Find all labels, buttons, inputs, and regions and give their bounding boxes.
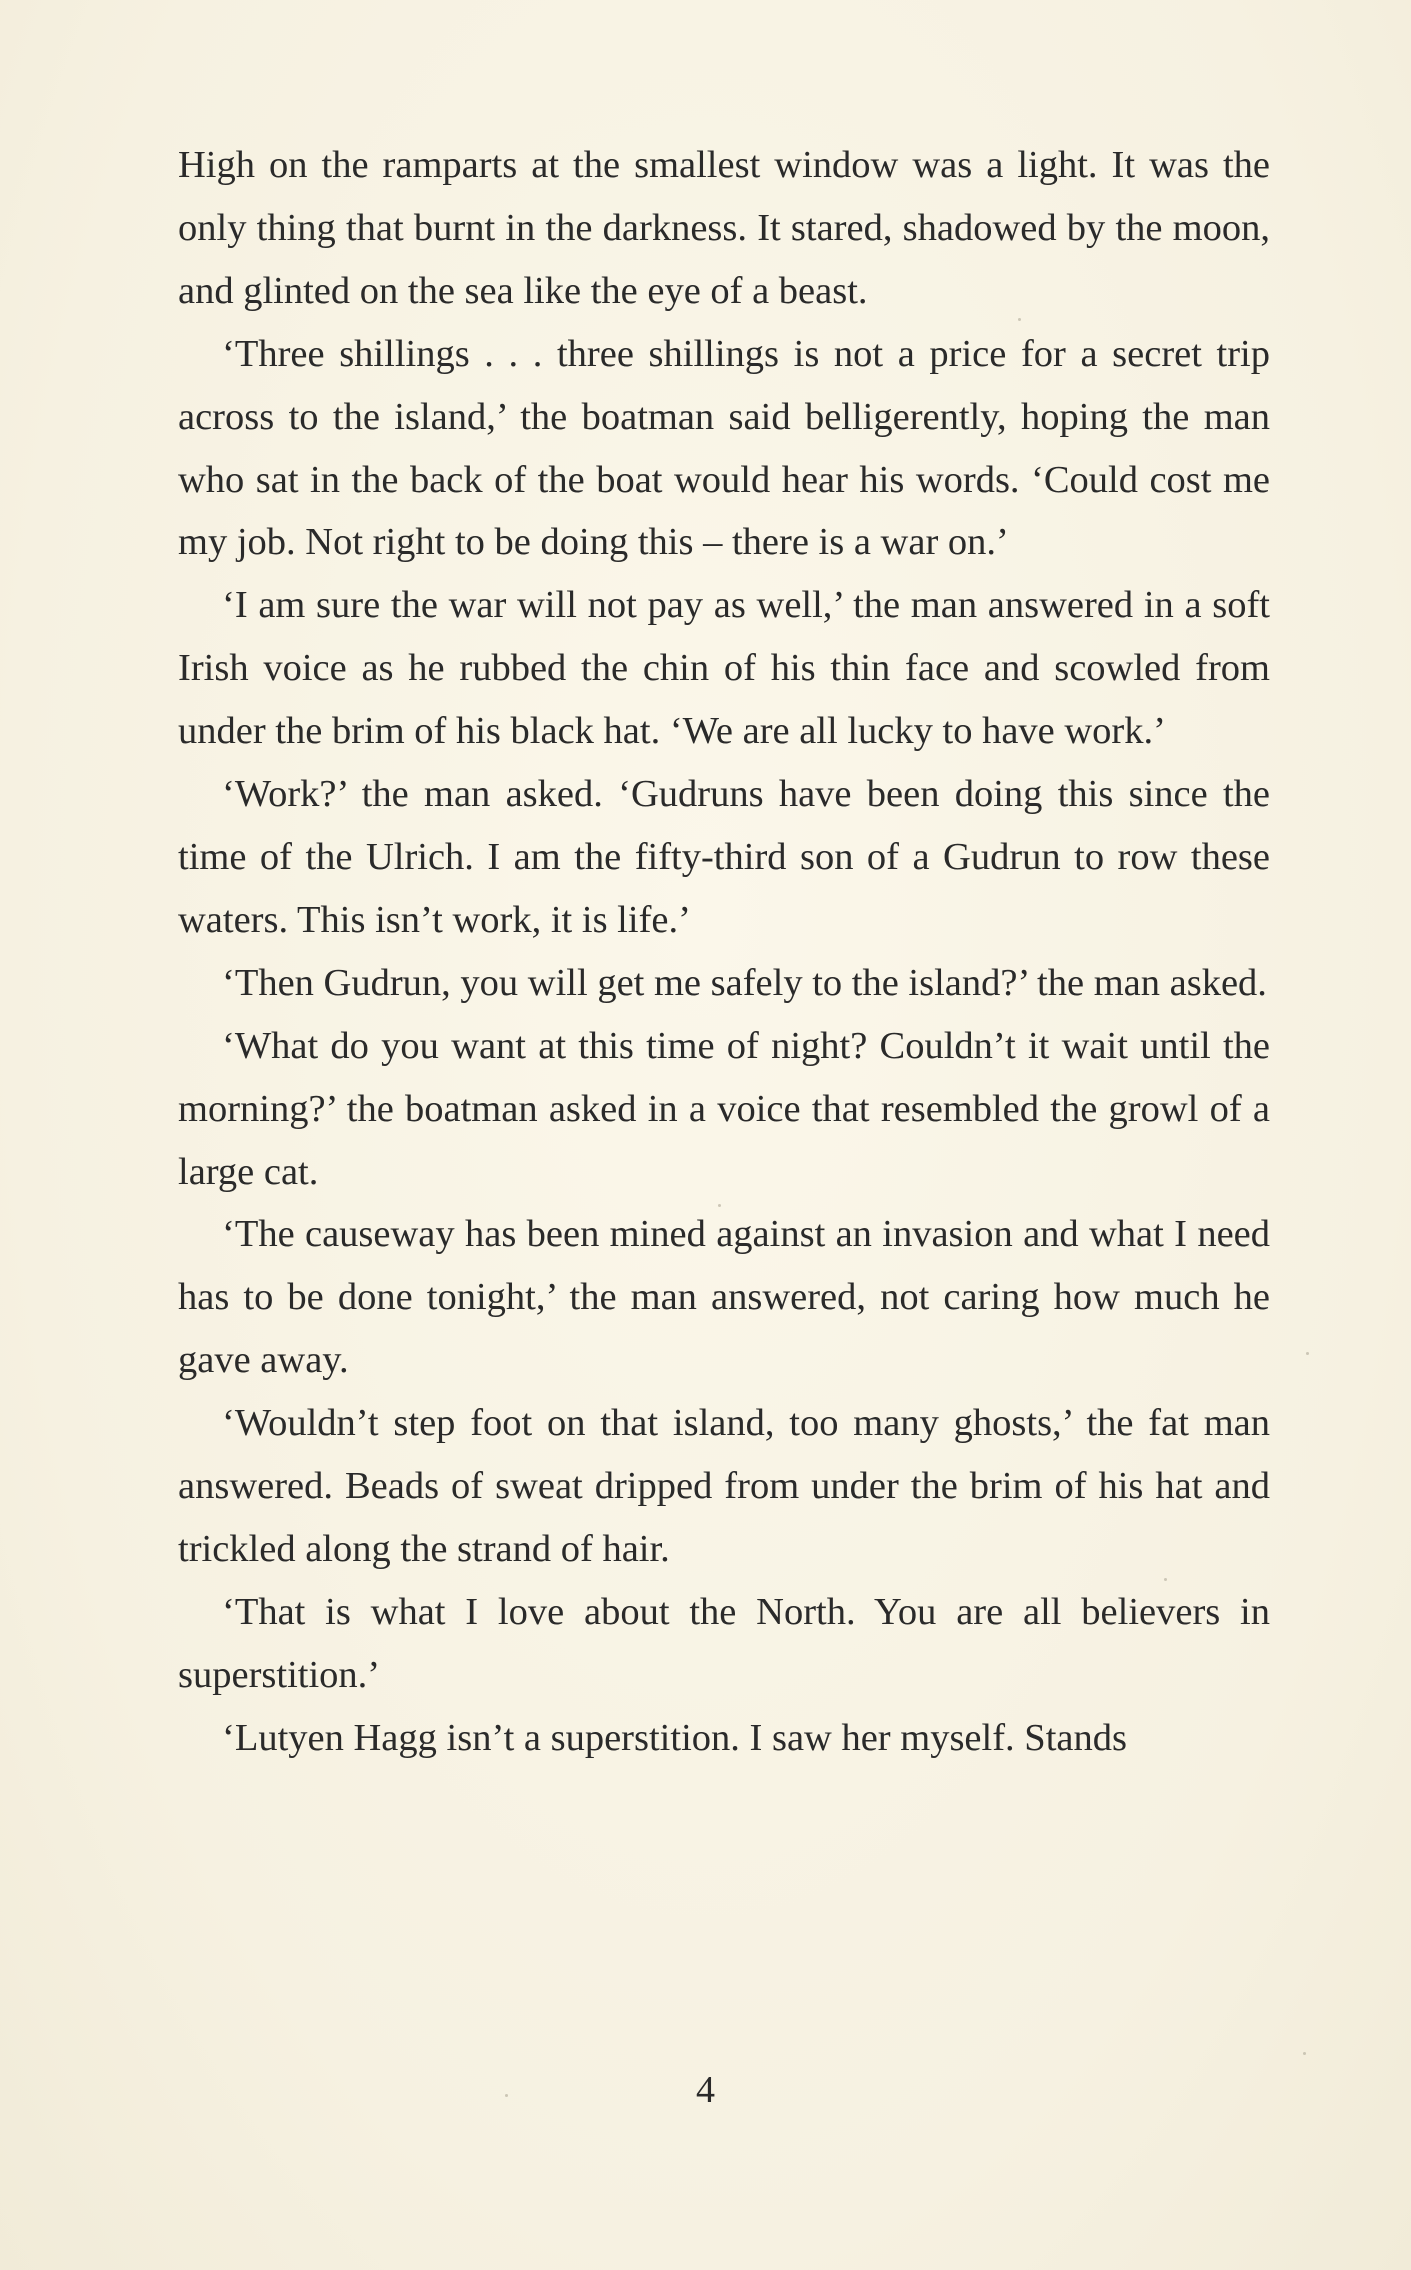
paper-speck: [1303, 2052, 1306, 2055]
paragraph-10: ‘Lutyen Hagg isn’t a superstition. I saw her myself. Stands: [222, 1716, 1127, 1759]
paragraph-5: ‘Then Gudrun, you will get me safely to the island?’ the man asked.: [222, 961, 1267, 1004]
paragraph-3: ‘I am sure the war will not pay as well,’ the man answered in a soft Irish voice as he rubbed the chin of his thin face and scowled from under the brim of his black hat. ‘We are all lucky to have work.’: [178, 584, 1270, 753]
paper-speck: [1306, 1352, 1309, 1355]
paragraph-2: ‘Three shillings . . . three shillings is not a price for a secret trip across to the island,’ the boatman said belligerently, hoping the man who sat in the back of the boat would hear his words. ‘Could cost me my job. Not right to be doing this – there is a war on.’: [178, 332, 1270, 564]
paragraph-9: ‘That is what I love about the North. You are all believers in superstition.’: [178, 1590, 1270, 1696]
paragraph-6: ‘What do you want at this time of night? Couldn’t it wait until the morning?’ the boatman asked in a voice that resembled the growl of a large cat.: [178, 1024, 1270, 1193]
paragraph-4: ‘Work?’ the man asked. ‘Gudruns have been doing this since the time of the Ulrich. I am the fifty-third son of a Gudrun to row these waters. This isn’t work, it is life.’: [178, 773, 1270, 941]
paragraph-7: ‘The causeway has been mined against an invasion and what I need has to be done tonight,’ the man answered, not caring how much he gave away.: [178, 1213, 1270, 1382]
body-text: [178, 134, 1270, 1770]
paragraph-1: High on the ramparts at the smallest window was a light. It was the only thing that burnt in the darkness. It stared, shadowed by the moon, and glinted on the sea like the eye of a beast.: [178, 144, 1270, 312]
paper-speck: [1018, 318, 1021, 321]
page-number: 4: [696, 2069, 715, 2111]
paragraph-8: ‘Wouldn’t step foot on that island, too many ghosts,’ the fat man answered. Beads of sweat dripped from under the brim of his hat and trickled along the strand of hair.: [178, 1402, 1270, 1570]
paper-speck: [505, 2094, 508, 2097]
paper-speck: [718, 1204, 721, 1207]
paper-speck: [1164, 1578, 1167, 1581]
